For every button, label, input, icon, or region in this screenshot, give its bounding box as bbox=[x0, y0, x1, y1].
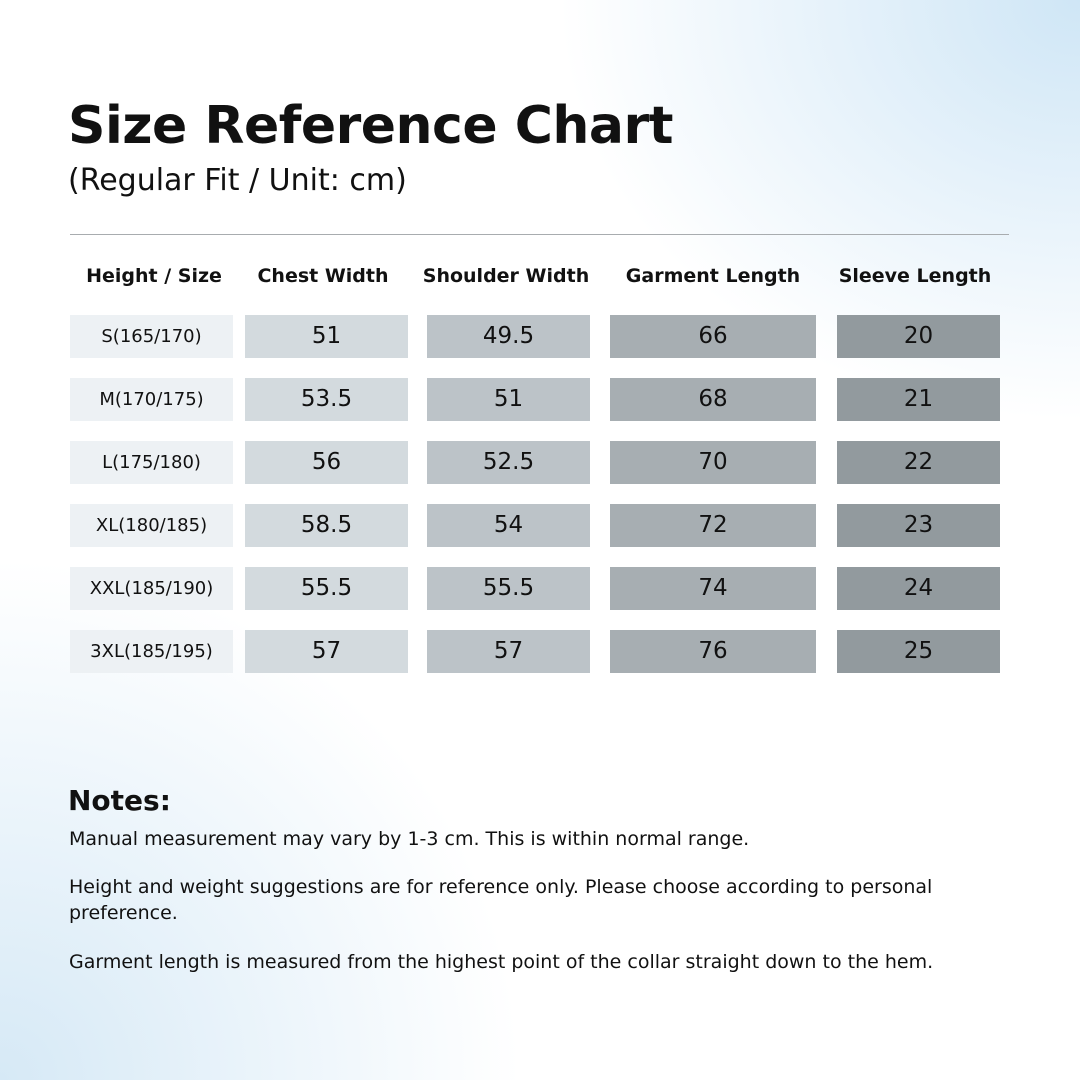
sleeve-length-cell: 24 bbox=[837, 567, 1000, 610]
shoulder-width-cell: 49.5 bbox=[427, 315, 590, 358]
chest-width-cell: 57 bbox=[245, 630, 408, 673]
chest-width-cell: 53.5 bbox=[245, 378, 408, 421]
header-garment-length: Garment Length bbox=[625, 265, 801, 287]
size-table bbox=[70, 252, 1000, 673]
chest-width-cell: 56 bbox=[245, 441, 408, 484]
header-chest-width: Chest Width bbox=[257, 265, 389, 287]
page-title: Size Reference Chart bbox=[68, 96, 674, 156]
note-measurement-variance: Manual measurement may vary by 1-3 cm. This is within normal range. bbox=[69, 828, 750, 850]
shoulder-width-cell: 51 bbox=[427, 378, 590, 421]
notes-heading: Notes: bbox=[68, 784, 171, 817]
shoulder-width-cell: 54 bbox=[427, 504, 590, 547]
size-cell: 3XL(185/195) bbox=[70, 630, 233, 673]
shoulder-width-cell: 52.5 bbox=[427, 441, 590, 484]
chest-width-cell: 51 bbox=[245, 315, 408, 358]
header-sleeve-length: Sleeve Length bbox=[838, 265, 992, 287]
sleeve-length-cell: 20 bbox=[837, 315, 1000, 358]
size-cell: S(165/170) bbox=[70, 315, 233, 358]
size-cell: L(175/180) bbox=[70, 441, 233, 484]
title-divider bbox=[70, 234, 1009, 235]
sleeve-length-cell: 22 bbox=[837, 441, 1000, 484]
size-cell: XXL(185/190) bbox=[70, 567, 233, 610]
shoulder-width-cell: 57 bbox=[427, 630, 590, 673]
page-subtitle: (Regular Fit / Unit: cm) bbox=[68, 163, 407, 198]
garment-length-cell: 66 bbox=[610, 315, 816, 358]
chest-width-cell: 58.5 bbox=[245, 504, 408, 547]
sleeve-length-cell: 23 bbox=[837, 504, 1000, 547]
garment-length-cell: 74 bbox=[610, 567, 816, 610]
chest-width-cell: 55.5 bbox=[245, 567, 408, 610]
garment-length-cell: 68 bbox=[610, 378, 816, 421]
note-size-suggestion: Height and weight suggestions are for reference only. Please choose according to personal preference. bbox=[69, 876, 933, 924]
shoulder-width-cell: 55.5 bbox=[427, 567, 590, 610]
note-garment-length: Garment length is measured from the highest point of the collar straight down to the hem. bbox=[69, 951, 934, 973]
sleeve-length-cell: 21 bbox=[837, 378, 1000, 421]
garment-length-cell: 70 bbox=[610, 441, 816, 484]
size-cell: M(170/175) bbox=[70, 378, 233, 421]
header-shoulder-width: Shoulder Width bbox=[422, 265, 590, 287]
size-cell: XL(180/185) bbox=[70, 504, 233, 547]
sleeve-length-cell: 25 bbox=[837, 630, 1000, 673]
header-height-size: Height / Size bbox=[86, 265, 222, 287]
garment-length-cell: 76 bbox=[610, 630, 816, 673]
garment-length-cell: 72 bbox=[610, 504, 816, 547]
